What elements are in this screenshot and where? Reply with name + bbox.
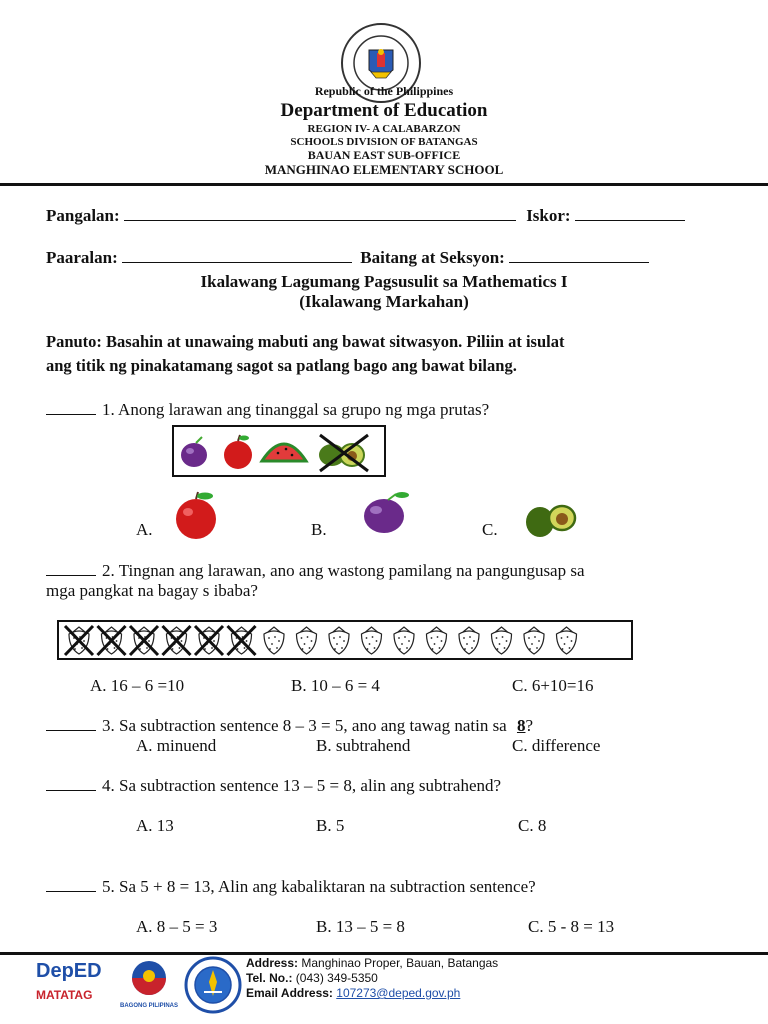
instructions-label: Panuto: (46, 332, 102, 351)
deped-logo-text: DepED (36, 960, 102, 982)
q1-option-a-apple-icon[interactable] (170, 490, 222, 545)
q3-option-a[interactable]: A. minuend (136, 736, 217, 755)
department-title: Department of Education (280, 100, 488, 121)
strawberry-crossed-icon (98, 626, 126, 655)
strawberry-crossed-icon (130, 626, 158, 655)
instructions-line1: Basahin at unawaing mabuti ang bawat sitwasyon. Piliin at isulat (106, 332, 565, 351)
q4-option-b[interactable]: B. 5 (316, 816, 345, 835)
question-3 (46, 716, 533, 736)
answer-blank-3[interactable] (46, 730, 96, 731)
question-5 (46, 877, 536, 897)
strawberry-crossed-icon (228, 626, 256, 655)
footer-address: Address: Manghinao Proper, Bauan, Batangas (246, 956, 499, 970)
strawberry-box (57, 620, 633, 660)
question-1 (46, 400, 489, 420)
strawberry-icon (459, 627, 479, 654)
division-text: SCHOOLS DIVISION OF BATANGAS (290, 136, 478, 148)
q2-option-b[interactable]: B. 10 – 6 = 4 (291, 676, 380, 695)
q1-option-c-avocado-icon[interactable] (522, 500, 580, 545)
score-input-line[interactable] (575, 220, 685, 221)
strawberry-icon (492, 627, 512, 654)
footer-divider (0, 952, 768, 955)
strawberry-icon (557, 627, 577, 654)
question-5-text: 5. Sa 5 + 8 = 13, Alin ang kabaliktaran na subtraction sentence? (102, 877, 536, 896)
q5-option-b[interactable]: B. 13 – 5 = 8 (316, 917, 405, 936)
strawberry-row (59, 622, 631, 658)
strawberry-icon (264, 627, 284, 654)
strawberry-icon (362, 627, 382, 654)
score-label: Iskor: (526, 206, 571, 225)
question-3-text: 3. Sa subtraction sentence 8 – 3 = 5, ano ang tawag natin sa (102, 716, 507, 735)
school-label: Paaralan: (46, 248, 118, 267)
q4-option-a[interactable]: A. 13 (136, 816, 174, 835)
q5-option-c[interactable]: C. 5 - 8 = 13 (528, 917, 615, 936)
grade-label: Baitang at Seksyon: (360, 248, 505, 267)
school-input-line[interactable] (122, 262, 352, 263)
answer-blank-4[interactable] (46, 790, 96, 791)
strawberry-crossed-icon (65, 626, 93, 655)
fruit-group-box (172, 425, 386, 477)
school-field-row (46, 248, 649, 268)
school-seal (184, 956, 242, 1019)
q5-option-a[interactable]: A. 8 – 5 = 3 (136, 917, 218, 936)
strawberry-icon (394, 627, 414, 654)
bagong-pilipinas-emblem-icon (116, 958, 182, 998)
apple-icon (224, 435, 252, 469)
test-title: Ikalawang Lagumang Pagsusulit sa Mathematics I (200, 272, 568, 291)
footer-email: Email Address: 107273@deped.gov.ph (246, 986, 461, 1000)
school-name: MANGHINAO ELEMENTARY SCHOOL (264, 162, 504, 177)
grade-input-line[interactable] (509, 262, 649, 263)
question-2-line1: 2. Tingnan ang larawan, ano ang wastong pamilang na pangungusap sa (102, 561, 585, 580)
region-text: REGION IV- A CALABARZON (307, 123, 461, 135)
footer-tel: Tel. No.: (043) 349-5350 (246, 971, 378, 985)
school-seal-icon (184, 956, 242, 1014)
question-2 (46, 561, 585, 581)
bagong-pilipinas-text: BAGONG PILIPINAS (119, 1003, 178, 1009)
q1-option-b-plum-icon[interactable] (358, 490, 414, 541)
email-link[interactable]: 107273@deped.gov.ph (336, 986, 461, 1000)
q1-option-a-label: A. (136, 520, 153, 539)
q1-option-c-label: C. (482, 520, 498, 539)
q4-option-c[interactable]: C. 8 (518, 816, 547, 835)
question-3-highlight: 8 (516, 716, 526, 735)
instructions (46, 332, 736, 352)
bagong-pilipinas-logo (116, 958, 182, 1008)
sub-office-text: BAUAN EAST SUB-OFFICE (307, 148, 461, 162)
watermelon-icon (262, 444, 306, 461)
question-2-line2: mga pangkat na bagay s ibaba? (46, 581, 258, 600)
q1-option-b-label: B. (311, 520, 327, 539)
deped-matatag-logo (36, 960, 116, 1010)
name-input-line[interactable] (124, 220, 516, 221)
strawberry-icon (427, 627, 447, 654)
answer-blank-1[interactable] (46, 414, 96, 415)
strawberry-crossed-icon (195, 626, 223, 655)
header-divider (0, 183, 768, 186)
strawberry-icon (524, 627, 544, 654)
avocado-crossed-icon (319, 435, 368, 471)
answer-blank-2[interactable] (46, 575, 96, 576)
q2-option-c[interactable]: C. 6+10=16 (512, 676, 594, 695)
name-label: Pangalan: (46, 206, 120, 225)
question-4 (46, 776, 501, 796)
instructions-line2: ang titik ng pinakatamang sagot sa patlang bago ang bawat bilang. (46, 356, 517, 375)
plum-icon (181, 437, 207, 467)
question-3-end: ? (525, 716, 534, 735)
q3-option-b[interactable]: B. subtrahend (316, 736, 411, 755)
strawberry-icon (297, 627, 317, 654)
question-1-text: 1. Anong larawan ang tinanggal sa grupo ng mga prutas? (102, 400, 490, 419)
test-subtitle: (Ikalawang Markahan) (299, 292, 469, 311)
q2-option-a[interactable]: A. 16 – 6 =10 (90, 676, 185, 695)
footer-contact (246, 956, 498, 1001)
republic-text: Republic of the Philippines (314, 84, 454, 98)
matatag-text: MATATAG (36, 988, 93, 1002)
q3-option-c[interactable]: C. difference (512, 736, 601, 755)
name-field-row (46, 206, 685, 226)
answer-blank-5[interactable] (46, 891, 96, 892)
strawberry-icon (329, 627, 349, 654)
strawberry-crossed-icon (163, 626, 191, 655)
question-4-text: 4. Sa subtraction sentence 13 – 5 = 8, alin ang subtrahend? (102, 776, 502, 795)
